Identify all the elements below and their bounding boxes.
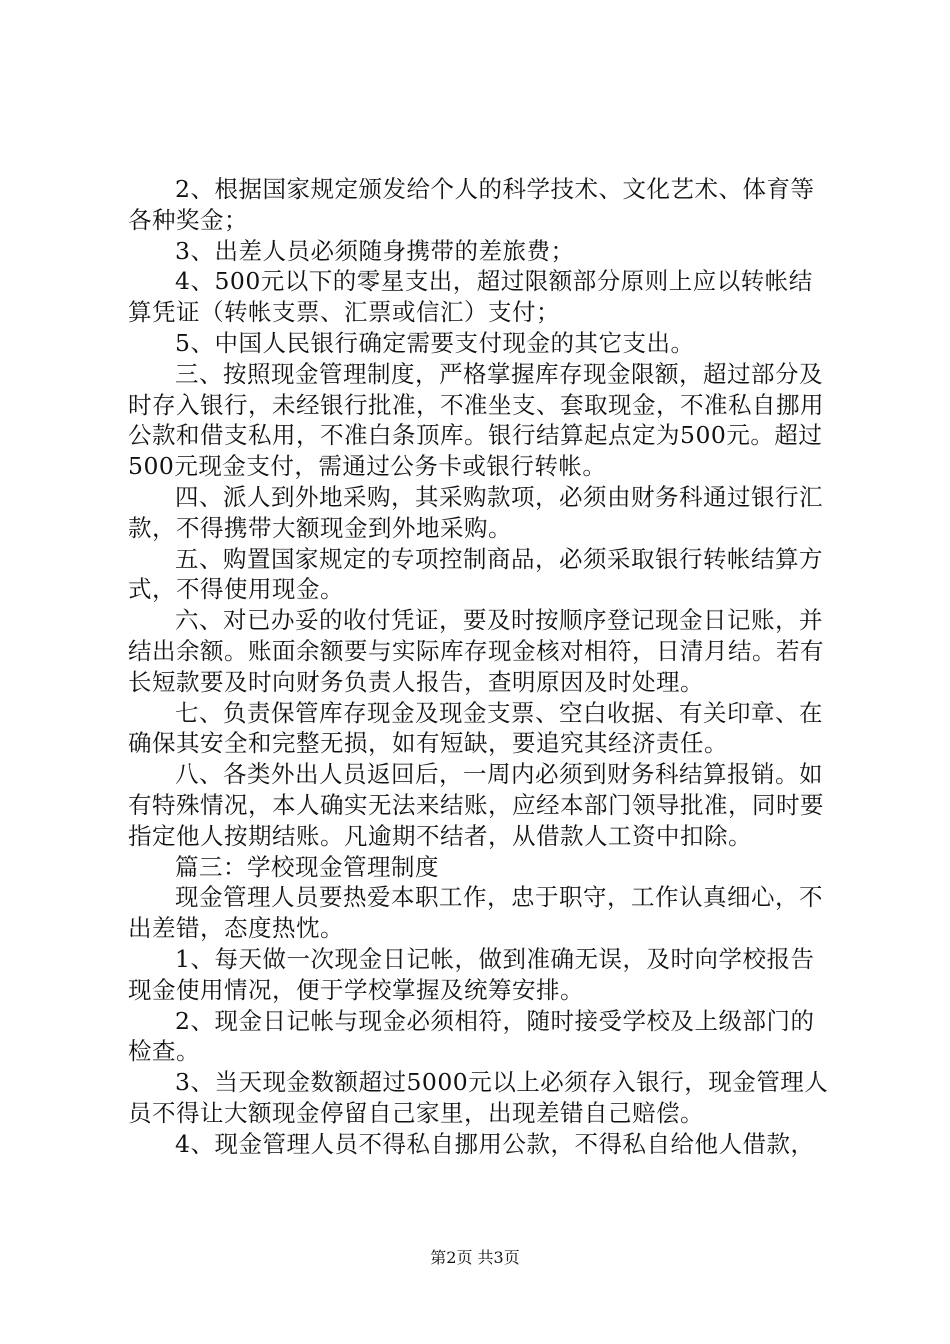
page-number-label: 第2页 共3页 xyxy=(430,1248,520,1267)
paragraph-section-3: 三、按照现金管理制度，严格掌握库存现金限额，超过部分及时存入银行，未经银行批准，不准坐支、套取现金，不准私自挪用公款和借支私用，不准白条顶库。银行结算起点定为500元。超过500元现金支付，需通过公务卡或银行转帐。 xyxy=(128,359,824,481)
paragraph-section-8: 八、各类外出人员返回后，一周内必须到财务科结算报销。如有特殊情况，本人确实无法来结账，应经本部门领导批准，同时要指定他人按期结账。凡逾期不结者，从借款人工资中扣除。 xyxy=(128,760,824,850)
paragraph-rule-1: 1、每天做一次现金日记帐，做到准确无误，及时向学校报告现金使用情况，便于学校掌握及统筹安排。 xyxy=(128,944,815,1004)
paragraph-section-5: 五、购置国家规定的专项控制商品，必须采取银行转帐结算方式，不得使用现金。 xyxy=(128,544,823,604)
paragraph-item-2: 2、根据国家规定颁发给个人的科学技术、文化艺术、体育等各种奖金； xyxy=(128,175,815,234)
paragraph-item-3: 3、出差人员必须随身携带的差旅费； xyxy=(175,236,575,265)
chapter-heading: 篇三：学校现金管理制度 xyxy=(175,852,439,881)
paragraph-item-5: 5、中国人民银行确定需要支付现金的其它支出。 xyxy=(175,328,695,357)
paragraph-section-7: 七、负责保管库存现金及现金支票、空白收据、有关印章、在确保其安全和完整无损，如有短缺，要追究其经济责任。 xyxy=(128,698,823,758)
paragraph-section-4: 四、派人到外地采购，其采购款项，必须由财务科通过银行汇款，不得携带大额现金到外地采购。 xyxy=(128,482,823,542)
paragraph-item-4: 4、500元以下的零星支出，超过限额部分原则上应以转帐结算凭证（转帐支票、汇票或信汇）支付； xyxy=(128,267,813,327)
paragraph-rule-4: 4、现金管理人员不得私自挪用公款，不得私自给他人借款， xyxy=(175,1129,815,1158)
document-body xyxy=(128,174,834,1160)
paragraph-intro: 现金管理人员要热爱本职工作，忠于职守，工作认真细心，不出差错，态度热忱。 xyxy=(128,883,823,943)
paragraph-rule-3: 3、当天现金数额超过5000元以上必须存入银行，现金管理人员不得让大额现金停留自己家里，出现差错自己赔偿。 xyxy=(128,1068,829,1127)
paragraph-section-6: 六、对已办妥的收付凭证，要及时按顺序登记现金日记账，并结出余额。账面余额要与实际库存现金核对相符，日清月结。若有长短款要及时向财务负责人报告，查明原因及时处理。 xyxy=(128,606,824,696)
paragraph-rule-2: 2、现金日记帐与现金必须相符，随时接受学校及上级部门的检查。 xyxy=(128,1006,815,1066)
page-footer xyxy=(0,1245,950,1268)
